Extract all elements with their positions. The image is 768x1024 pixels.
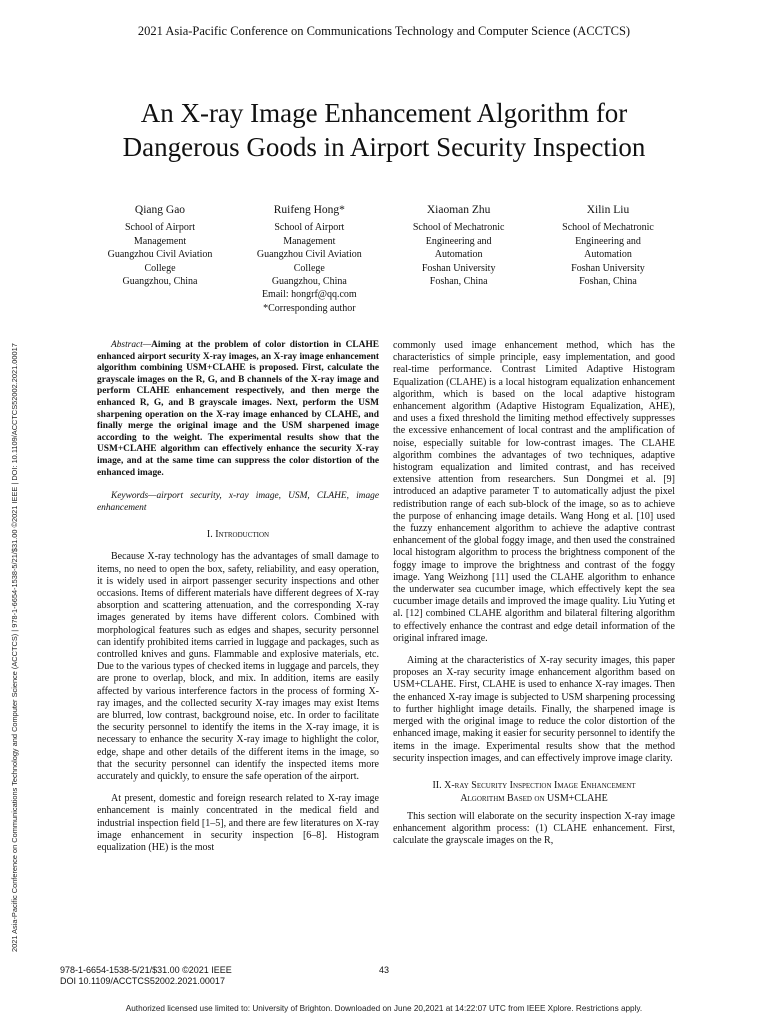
author-affiliation: Guangzhou Civil Aviation (256, 249, 362, 261)
author-affiliation: Automation (584, 249, 632, 261)
title-line-2: Dangerous Goods in Airport Security Inspection (122, 132, 646, 162)
paper-title (60, 96, 708, 164)
right-column (393, 340, 675, 848)
section-heading (393, 779, 675, 805)
author-affiliation: Engineering and (425, 235, 492, 247)
author-affiliation: College (144, 262, 176, 274)
section-heading-line-2: Algorithm Based on USM+CLAHE (460, 792, 608, 804)
author-affiliation: Management (283, 235, 336, 247)
author-affiliation: Guangzhou, China (271, 276, 347, 288)
author-name: Qiang Gao (134, 204, 186, 216)
author-name: Ruifeng Hong* (273, 204, 345, 216)
abstract (97, 340, 379, 479)
author-name: Xilin Liu (586, 204, 630, 216)
abstract-text: Aiming at the problem of color distortion in CLAHE enhanced airport security X-ray images, an X-ray image enhancement algorithm combining USM+CLAHE is proposed. First, calculate the grayscale images on the R, G, and B channels of the X-ray image and perform CLAHE enhancement respectively, and then merge the enhanced R, G, and B grayscale images. Next, perform the USM sharpening operation on the X-ray image enhanced by CLAHE, and finally merge the original image and the USM sharpened image according to the weight. The experimental results show that the USM+CLAHE algorithm can effectively enhance the security X-ray image, and at the same time can suppress the color distortion of the enhanced image. (97, 340, 379, 478)
left-column (97, 340, 379, 854)
author-block (90, 204, 678, 315)
paragraph: This section will elaborate on the security inspection X-ray image enhancement algorithm process: (1) CLAHE enhancement. First, calculate the grayscale images on the R, (393, 810, 675, 847)
author-affiliation: College (293, 262, 325, 274)
license-notice: Authorized licensed use limited to: University of Brighton. Downloaded on June 20,2021 at 14:22:07 UTC from IEEE Xplore. Restrictions apply. (125, 1004, 643, 1013)
author-name: Xiaoman Zhu (426, 204, 491, 216)
section-heading-line-1: II. X-ray Security Inspection Image Enhancement (432, 779, 636, 791)
footer-doi: DOI 10.1109/ACCTCS52002.2021.00017 (60, 976, 225, 986)
author-affiliation: School of Mechatronic (562, 222, 654, 234)
author-affiliation: School of Airport (125, 222, 195, 234)
author-2 (239, 204, 379, 315)
author-affiliation: Foshan University (421, 262, 496, 274)
abstract-label: Abstract— (111, 340, 152, 350)
paragraph: Aiming at the characteristics of X-ray security images, this paper proposes an X-ray security image enhancement algorithm based on USM+CLAHE. First, CLAHE is used to enhance X-ray images. Then the enhanced X-ray image is subjected to USM sharpening processing to further highlight image details. Finally, the sharpened image is merged with the original image to reduce the color distortion of the enhanced image, making it easier for security personnel to identify the items in the image. Experimental results show that the method security inspection images, and can effectively improve image clarity. (393, 655, 675, 764)
author-4 (538, 204, 678, 315)
author-3 (389, 204, 529, 315)
conference-header: 2021 Asia-Pacific Conference on Communications Technology and Computer Science (ACCTCS) (137, 24, 631, 38)
side-metadata-strip: 2021 Asia-Pacific Conference on Communications Technology and Computer Science (ACCTCS) | 978-1-6654-1538-5/21/$31.00 ©2021 IEEE | DOI: 10.1109/ACCTCS52002.2021.00017 (10, 343, 19, 952)
author-affiliation: School of Mechatronic (412, 222, 505, 234)
author-affiliation: Foshan, China (429, 276, 488, 288)
page-number: 43 (378, 965, 389, 975)
author-affiliation: School of Airport (274, 222, 345, 234)
author-email: Email: hongrf@qq.com (261, 289, 357, 301)
author-affiliation: Guangzhou, China (122, 276, 198, 288)
author-1 (90, 204, 230, 315)
paragraph: At present, domestic and foreign research related to X-ray image enhancement is mainly concentrated in the medical field and industrial inspection field [1–5], and there are few literatures on X-ray image enhancement in security inspection [6–8]. Histogram equalization (HE) is the most (97, 793, 379, 853)
author-affiliation: Guangzhou Civil Aviation (107, 249, 213, 261)
section-heading: I. Introduction (206, 529, 270, 541)
paragraph: commonly used image enhancement method, which has the characteristics of simple principle, easy implementation, and good real-time performance. Contrast Limited Adaptive Histogram Equalization (CLAHE) is a local histogram equalization enhancement algorithm, which is based on the local adaptive histogram enhancement algorithm (Adaptive Histogram Equalization, AHE), and uses a fixed threshold the limiting method effectively suppresses the excessive enhancement of local contrast and the amplification of noise, especially suitable for low-contrast images. The CLAHE algorithm combines the advantages of two techniques, adaptive histogram equalization and limited contrast, and has received extensive attention from researchers. Sun Dongmei et al. [9] introduced an adaptive parameter T to automatically adjust the pixel redistribution range of each sub-block of the image, so as to achieve the purpose of enhancing image details. Wang Hong et al. [10] used the fuzzy enhancement algorithm to achieve the adaptive contrast enhancement of the global foggy image, and then used the constrained local histogram algorithm to process the brightness component of the foggy image to improve the brightness and contrast of the foggy image. Yang Weizhong [11] used the CLAHE algorithm to enhance the underwater sea cucumber image, which effectively kept the sea cucumber image details and improved the image quality. Liu Yuting et al. [12] combined CLAHE algorithm and bilateral filtering algorithm to effectively enhance the contrast and edge detail information of the original infrared image. (393, 340, 675, 644)
keywords: Keywords—airport security, x-ray image, USM, CLAHE, image enhancement (97, 491, 379, 513)
paragraph: Because X-ray technology has the advantages of small damage to items, no need to open the box, safety, reliability, and easy operation, it is widely used in airport passenger security inspections and other occasions. Items of different materials have different degrees of X-ray absorption and scattering attenuation, and the corresponding X-ray images generated by items have different colors. Combined with morphological features such as edges and shapes, security personnel can identify prohibited items carried in luggage and packages, such as controlled knives and guns. Flammable and explosive materials, etc. Due to the various types of checked items in luggage and parcels, they are prone to overlap, block, and mix. In addition, items are easily affected by various interference factors in the process of forming X-ray images, and the collected security X-ray images may exist Items are blurred, low contrast, background noise, etc. In order to facilitate the security personnel to identify the items in the X-ray image, it is necessary to enhance the security X-ray image to highlight the color, edge, shape and other details of the different items in the image, so that the security personnel can identify the inspected items more accurately and quickly, to ensure the safe operation of the airport. (97, 551, 379, 782)
author-affiliation: Engineering and (575, 235, 641, 247)
title-line-1: An X-ray Image Enhancement Algorithm for (140, 98, 628, 128)
author-affiliation: Foshan, China (579, 276, 637, 288)
footer-isbn: 978-1-6654-1538-5/21/$31.00 ©2021 IEEE (60, 965, 232, 975)
author-affiliation: Foshan University (571, 262, 645, 274)
author-affiliation: Management (133, 235, 187, 247)
author-affiliation: Automation (434, 249, 483, 261)
corresponding-note: *Corresponding author (263, 302, 356, 314)
